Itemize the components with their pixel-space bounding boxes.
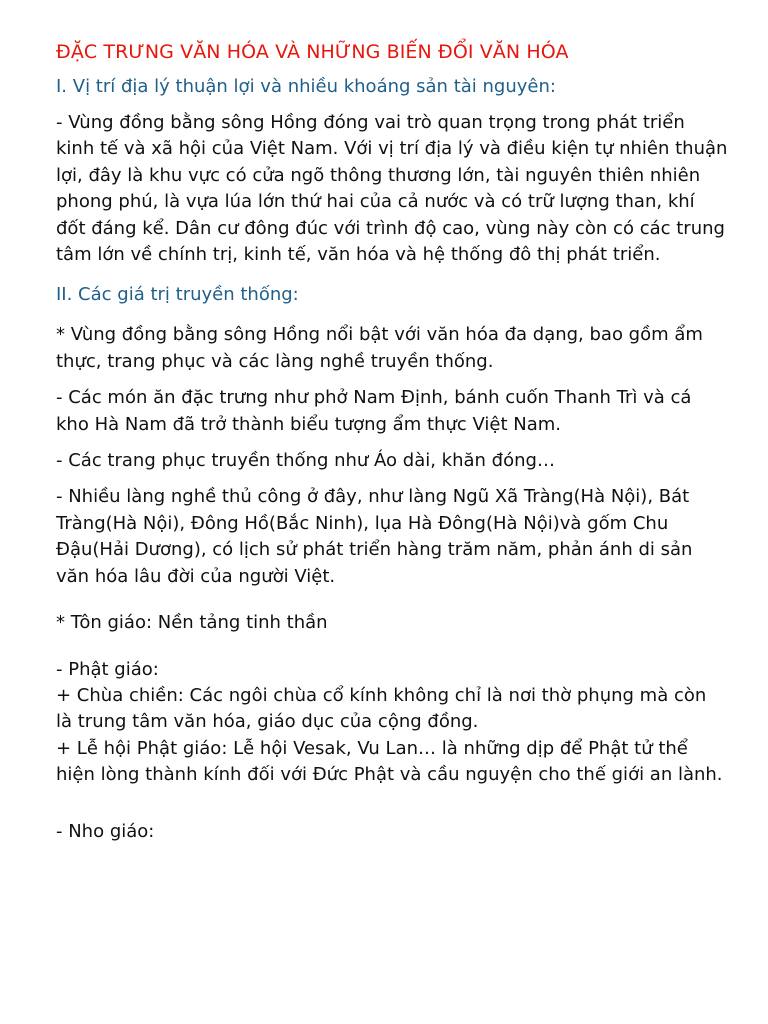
document-title: ĐẶC TRƯNG VĂN HÓA VÀ NHỮNG BIẾN ĐỔI VĂN HÓA — [56, 41, 569, 63]
clothing-paragraph: - Các trang phục truyền thống như Áo dài, khăn đóng… — [56, 450, 555, 472]
buddhism-heading: - Phật giáo: — [56, 658, 159, 680]
festivals-paragraph: + Lễ hội Phật giáo: Lễ hội Vesak, Vu Lan… là những dịp để Phật tử thể hiện lòng thành kính đối với Đức Phật và cầu nguyện cho thế giới an lành. — [56, 737, 723, 786]
confucianism-heading: - Nho giáo: — [56, 820, 155, 842]
culture-paragraph: * Vùng đồng bằng sông Hồng nổi bật với văn hóa đa dạng, bao gồm ẩm thực, trang phục và các làng nghề truyền thống. — [56, 324, 703, 372]
section-2-heading: II. Các giá trị truyền thống: — [56, 284, 299, 306]
food-paragraph: - Các món ăn đặc trưng như phở Nam Định, bánh cuốn Thanh Trì và cá kho Hà Nam đã trở thành biểu tượng ẩm thực Việt Nam. — [56, 387, 692, 435]
pagodas-paragraph: + Chùa chiền: Các ngôi chùa cổ kính không chỉ là nơi thờ phụng mà còn là trung tâm văn hóa, giáo dục của cộng đồng. — [56, 684, 707, 733]
section-1-heading: I. Vị trí địa lý thuận lợi và nhiều khoáng sản tài nguyên: — [56, 76, 556, 97]
crafts-paragraph: - Nhiều làng nghề thủ công ở đây, như làng Ngũ Xã Tràng(Hà Nội), Bát Tràng(Hà Nội), Đông Hồ(Bắc Ninh), lụa Hà Đông(Hà Nội)và gốm Chu Đậu(Hải Dương), có lịch sử phát triển hàng trăm năm, phản ánh di sản văn hóa lâu đời của người Việt. — [56, 486, 693, 587]
section-1-paragraph: - Vùng đồng bằng sông Hồng đóng vai trò quan trọng trong phát triển kinh tế và xã hội của Việt Nam. Với vị trí địa lý và điều kiện tự nhiên thuận lợi, đây là khu vực có cửa ngõ thông thương lớn, tài nguyên thiên nhiên phong phú, là vựa lúa lớn thứ hai của cả nước và có trữ lượng than, khí đốt đáng kể. Dân cư đông đúc với trình độ cao, vùng này còn có các trung tâm lớn về chính trị, kinh tế, văn hóa và hệ thống đô thị phát triển. — [56, 112, 728, 266]
religion-paragraph: * Tôn giáo: Nền tảng tinh thần — [56, 612, 328, 634]
